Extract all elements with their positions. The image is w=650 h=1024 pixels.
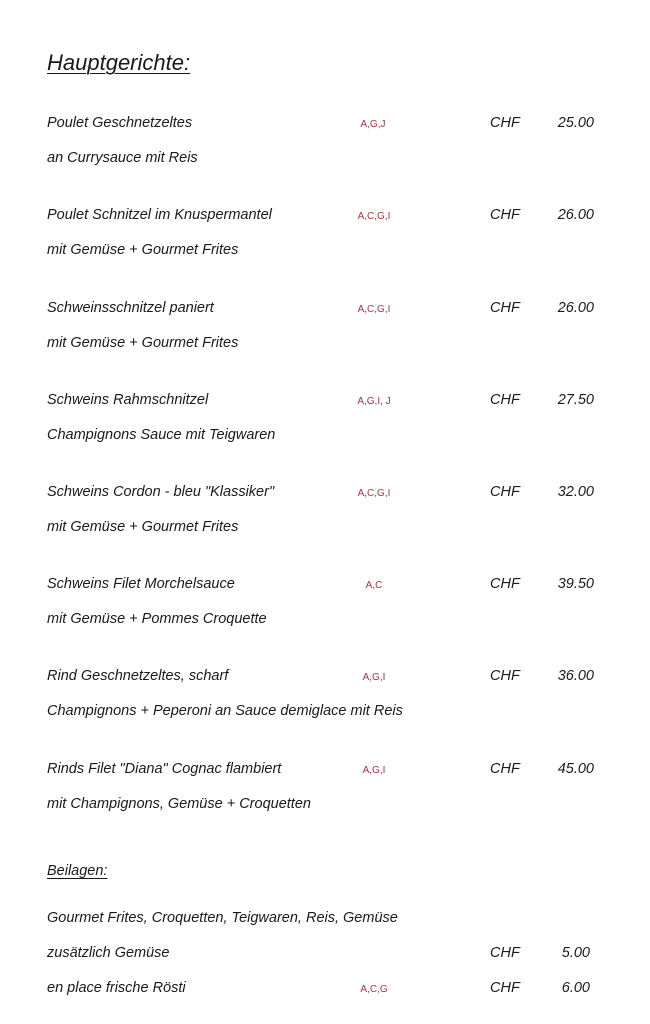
dish-price: 27.50 [557,392,594,408]
dish-name: Poulet Schnitzel im Knuspermantel [47,207,272,223]
dish-item [0,576,650,636]
allergen-codes: A,C,G,I [357,488,391,499]
side-dish-line [0,945,650,967]
dish-item [0,484,650,544]
page-title: Hauptgerichte: [47,50,191,75]
side-dish-text: en place frische Rösti [47,980,186,996]
dish-price: 32.00 [557,484,594,500]
dish-name: Poulet Geschnetzeltes [47,115,193,131]
side-dish-line [0,910,650,932]
currency-label: CHF [490,115,520,131]
dish-price: 45.00 [557,761,594,777]
currency-label: CHF [490,300,520,316]
dish-price: 39.50 [557,576,594,592]
allergen-codes: A,C,G,I [357,211,391,222]
allergen-codes: A,C,G [360,984,388,995]
side-dish-text: Gourmet Frites, Croquetten, Teigwaren, Reis, Gemüse [47,910,398,926]
currency-label: CHF [490,484,520,500]
dish-item [0,300,650,360]
dish-description: an Currysauce mit Reis [47,150,198,166]
sides-heading: Beilagen: [47,863,108,879]
allergen-codes: A,G,I [362,672,386,683]
allergen-codes: A,C,G,I [357,304,391,315]
dish-item [0,761,650,821]
currency-label: CHF [490,576,520,592]
currency-label: CHF [490,980,520,996]
allergen-codes: A,C [365,580,383,591]
dish-description: mit Gemüse + Gourmet Frites [47,242,239,258]
dish-name: Rind Geschnetzeltes, scharf [47,668,229,684]
currency-label: CHF [490,761,520,777]
allergen-codes: A,G,J [360,119,386,130]
dish-item [0,115,650,175]
dish-name: Schweins Cordon - bleu "Klassiker" [47,484,275,500]
dish-name: Rinds Filet "Diana" Cognac flambiert [47,761,282,777]
side-dish-price: 5.00 [561,945,590,961]
side-dish-text: zusätzlich Gemüse [47,945,170,961]
dish-item [0,668,650,728]
currency-label: CHF [490,668,520,684]
dish-description: mit Champignons, Gemüse + Croquetten [47,796,311,812]
dish-item [0,392,650,452]
dish-name: Schweinsschnitzel paniert [47,300,214,316]
currency-label: CHF [490,207,520,223]
dish-name: Schweins Rahmschnitzel [47,392,209,408]
dish-description: mit Gemüse + Pommes Croquette [47,611,267,627]
allergen-codes: A,G,I [362,765,386,776]
dish-description: Champignons Sauce mit Teigwaren [47,427,276,443]
currency-label: CHF [490,945,520,961]
side-dish-price: 6.00 [561,980,590,996]
dish-price: 26.00 [557,300,594,316]
dish-description: mit Gemüse + Gourmet Frites [47,519,239,535]
allergen-codes: A,G,I, J [357,396,391,407]
dish-price: 26.00 [557,207,594,223]
currency-label: CHF [490,392,520,408]
side-dish-line [0,980,650,1002]
dish-description: mit Gemüse + Gourmet Frites [47,335,239,351]
dish-item [0,207,650,267]
dish-name: Schweins Filet Morchelsauce [47,576,235,592]
dish-price: 36.00 [557,668,594,684]
dish-description: Champignons + Peperoni an Sauce demiglace mit Reis [47,703,403,719]
dish-price: 25.00 [557,115,594,131]
